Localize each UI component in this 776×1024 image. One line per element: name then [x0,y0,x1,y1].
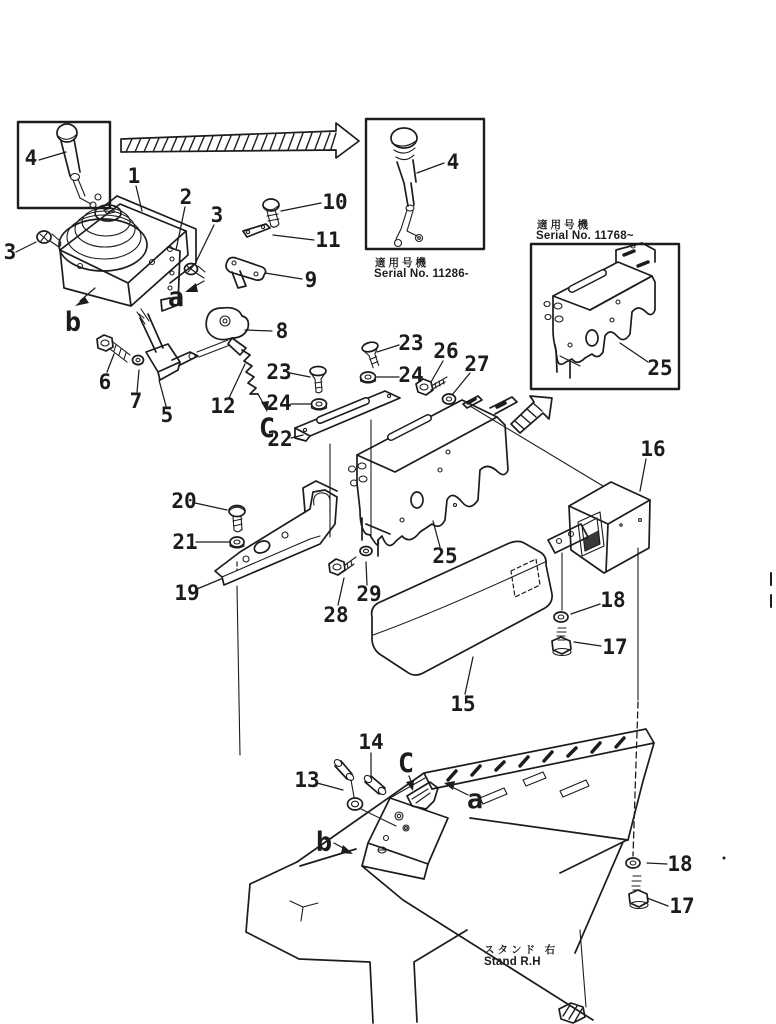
mount-plate-line [405,827,408,830]
bracket-2-line [170,257,174,261]
bracket-25-main-line [358,463,366,469]
bolt-28-line [333,564,341,570]
lever-5-line [197,340,230,357]
armrest-15 [372,541,553,675]
callout-28-34: 28 [323,603,349,627]
switch-box-16-line [620,524,622,526]
callout-16-17: 16 [640,437,666,461]
washer-21 [230,537,244,548]
callout-layer [4,146,695,918]
inset-box-lever-serial [366,119,484,249]
washer-18-a-line [558,615,564,619]
pin-13-line [345,772,355,782]
inset-box-lever-serial-line [366,119,484,249]
hatched-arrow-large-line [126,133,336,152]
bolt-10 [263,199,279,227]
serial-box-bracket-25-line [610,318,614,322]
mount-plate-line [384,836,389,841]
bolt-17-a [552,628,571,656]
bolt-17-b-line [632,876,641,890]
boot-ring [59,219,147,271]
stand-body-line [362,840,627,1020]
section-arrows-line [452,787,468,795]
serial-box-bracket-25-line [544,302,550,307]
serial-box-bracket-25-line [572,273,603,289]
callout-23-27: 23 [398,331,424,355]
washer-29 [360,547,372,556]
plate-11 [243,224,270,237]
bracket-25-main-line [438,468,442,472]
callout-3-3: 3 [3,240,17,264]
middle-hardware [295,339,459,538]
bolt-17-b [629,876,648,909]
inset-box-lever-knob-line [95,194,101,200]
switch-box-16-line [578,512,604,556]
serial-label-en-lever: Serial No. 11286- [374,268,469,280]
inset-box-lever-serial-line [395,240,402,247]
callout-6-7: 6 [98,370,112,394]
cam-8-line [220,316,230,326]
hatched-arrow-large [121,123,359,158]
serial-box-bracket-25-line [545,315,551,320]
screw-20-line [233,516,242,532]
inset-box-lever-serial-line [418,237,421,240]
inset-box-lever-knob-line [61,139,80,176]
top-rail-line [424,729,654,789]
nut-24-left [312,399,327,410]
section-letter-b-1: b [64,307,82,338]
callout-27-33: 27 [464,352,490,376]
section-arrows-line [75,297,89,306]
spring-12 [242,350,258,394]
serial-label-en-bracket: Serial No. 11768~ [536,230,634,242]
washer-7-line [136,358,140,361]
console-assembly [37,196,279,394]
stand-body-line [246,862,467,1023]
bracket-19-line [222,536,320,577]
callout-29-35: 29 [356,582,382,606]
plate-11-line [261,225,264,228]
stand-body-line [580,930,586,1007]
stand-body-line [480,772,589,804]
callout-17-18: 17 [602,635,628,659]
armrest-15-line [511,559,540,597]
washer-29-line [364,549,369,553]
serial-label-jp-lever: 適用号機 [375,257,429,269]
cam-8-line [228,338,246,355]
inset-box-lever-serial-line [392,141,416,160]
pin-14 [363,774,387,796]
screw-3-right [185,264,206,279]
callout-25-31: 25 [432,544,458,568]
cover-plate-22-line [387,394,390,397]
serial-box-bracket-25-line [554,303,562,309]
plate-9-line [232,261,236,265]
switch-box-16 [548,482,650,909]
cover-plate-22-line [330,420,371,538]
mount-plate-line [368,798,448,864]
callout-4-5: 4 [446,150,460,174]
washer-7 [133,356,144,366]
callout-15-16: 15 [450,692,476,716]
pin-14-line [365,776,385,794]
bolt-10-line [267,210,279,227]
cover-plate-22-line [303,428,306,431]
section-arrows-line [80,288,95,301]
callout-23-26: 23 [266,360,292,384]
cover-plate-22-line [295,391,400,436]
screw-23-right [361,341,383,370]
screw-3-left-line [40,233,48,241]
callout-18-20: 18 [600,588,626,612]
callout-24-28: 24 [266,391,292,415]
bracket-25-main-line [357,417,508,545]
hatched-arrow-large-line [121,123,359,158]
mount-plate [362,778,448,879]
cam-8-line [223,319,227,323]
serial-box-bracket-25-line [616,300,620,304]
bracket-25-main-line [463,396,517,414]
stand-caption-en: Stand R.H [484,956,541,968]
stand-caption-jp: スタンド 右 [484,944,559,956]
bolt-28 [329,557,356,575]
nut-24-left-line [312,399,327,409]
washer-27 [443,394,456,404]
pin-13 [333,758,396,826]
screw-20 [229,506,245,532]
projection-line-19 [237,586,240,755]
bracket-25-main-line [446,450,450,454]
nut-24-left-line [316,402,322,406]
section-letter-a-0: a [167,282,185,313]
callout-5-6: 5 [160,403,174,427]
pin-13-line [335,761,352,779]
callout-21-24: 21 [172,530,198,554]
screw-23-left-line [310,367,326,376]
bracket-25-main-line [362,518,390,556]
cam-8 [206,308,248,355]
switch-box-16-line [639,519,642,522]
callout-8-9: 8 [275,319,289,343]
y-mark [290,901,318,921]
bolt-6-line [97,335,113,351]
stand-body-line [470,818,628,840]
bracket-19-line [243,556,249,562]
top-rail [424,729,654,789]
lever-5 [137,309,230,380]
callout-9-10: 9 [304,268,318,292]
callout-13-14: 13 [294,768,320,792]
callout-24-29: 24 [398,363,424,387]
section-arrows-line [341,845,353,854]
washer-29-line [360,547,372,556]
bracket-25-main-line [400,518,404,522]
top-rail-line [448,738,624,780]
bracket-25-main-line [411,492,423,508]
inset-box-lever-serial-line [396,210,417,239]
callout-10-11: 10 [322,190,348,214]
callout-4-4: 4 [24,146,38,170]
washer-18-b [626,858,640,868]
washer-18-b-line [626,858,640,868]
plate-11-line [246,230,249,233]
washer-27-line [443,394,456,404]
bracket-25-main-line [359,476,367,482]
bracket-25-main-line [391,418,428,437]
washer-21-line [230,537,244,547]
mount-plate-line [395,812,403,820]
callout-18-21: 18 [667,852,693,876]
scan-artifacts-line [723,857,726,860]
section-letter-b-5: b [315,827,333,858]
callout-25-30: 25 [647,356,673,380]
section-letter-C-3: C [397,748,415,779]
inset-box-lever-serial-line [397,160,416,206]
bolt-28-line [329,559,345,575]
screw-23-right-line [362,346,382,369]
screw-23-left [310,367,326,393]
bracket-25-main-line [349,466,356,472]
serial-label-jp-bracket: 適用号機 [537,219,591,231]
switch-box-16-line [633,702,638,856]
pin-13-line [352,801,359,807]
bracket-19-line [314,493,330,512]
armrest-15-line [373,562,545,635]
washer-7-line [133,356,144,365]
bracket-25-main [349,396,518,556]
callout-17-19: 17 [669,894,695,918]
lever-5-line [137,309,149,324]
cam-8-line [206,308,248,340]
callout-14-15: 14 [358,730,384,754]
armrest-15-line [372,541,553,675]
pin-13-line [348,798,363,810]
inset-box-lever-serial-line [416,235,423,242]
bracket-25-main-line [357,400,497,472]
pin-13-line [351,780,354,797]
washer-18-a-line [554,612,568,622]
screw-3-left [37,231,61,247]
callout-3-2: 3 [210,203,224,227]
callout-12-13: 12 [210,394,236,418]
bolt-6-line [101,340,109,346]
serial-box-bracket-25-line [624,251,648,266]
bracket-25-main-line [454,504,457,507]
bolt-6 [97,335,130,362]
plate-9-line [254,272,258,276]
nut-24-right [361,372,376,383]
bracket-19-line [303,481,337,512]
spring-12-line [242,350,258,394]
bracket-19-line [282,532,288,538]
section-arrows-line [258,394,263,403]
section-letter-C-2: C [258,413,276,444]
stand-body-line [628,743,654,840]
washer-18-a [554,612,568,622]
callout-1-0: 1 [127,164,141,188]
section-arrows-line [185,283,198,292]
cover-plate-22 [295,391,400,538]
serial-box-bracket-25-line [586,330,598,346]
serial-box-bracket-25-line [568,343,572,347]
section-letter-a-4: a [466,784,484,815]
callout-20-23: 20 [171,489,197,513]
nut-24-right-line [361,372,376,382]
callout-26-32: 26 [433,339,459,363]
callout-11-12: 11 [315,228,341,252]
mount-plate-line [397,814,401,818]
callout-19-22: 19 [174,581,200,605]
bracket-2-line [170,271,174,275]
plate-9-line [226,258,266,281]
scan-artifacts [723,573,772,860]
nut-24-right-line [365,375,371,379]
callout-2-1: 2 [179,185,193,209]
bracket-19-line [252,539,271,556]
callout-7-8: 7 [129,389,143,413]
plate-9 [226,258,266,289]
serial-box-bracket-25-line [555,316,563,322]
washer-18-b-line [630,861,636,865]
bolt-17-b-line [629,890,648,907]
mount-plate-line [403,825,409,831]
inset-box-lever-knob-line [73,179,91,204]
washer-21-line [234,540,240,544]
mount-tab-16-line [557,539,562,544]
callout-22-25: 22 [267,427,293,451]
washer-27-line [447,397,452,401]
lever-5-line [146,344,180,380]
